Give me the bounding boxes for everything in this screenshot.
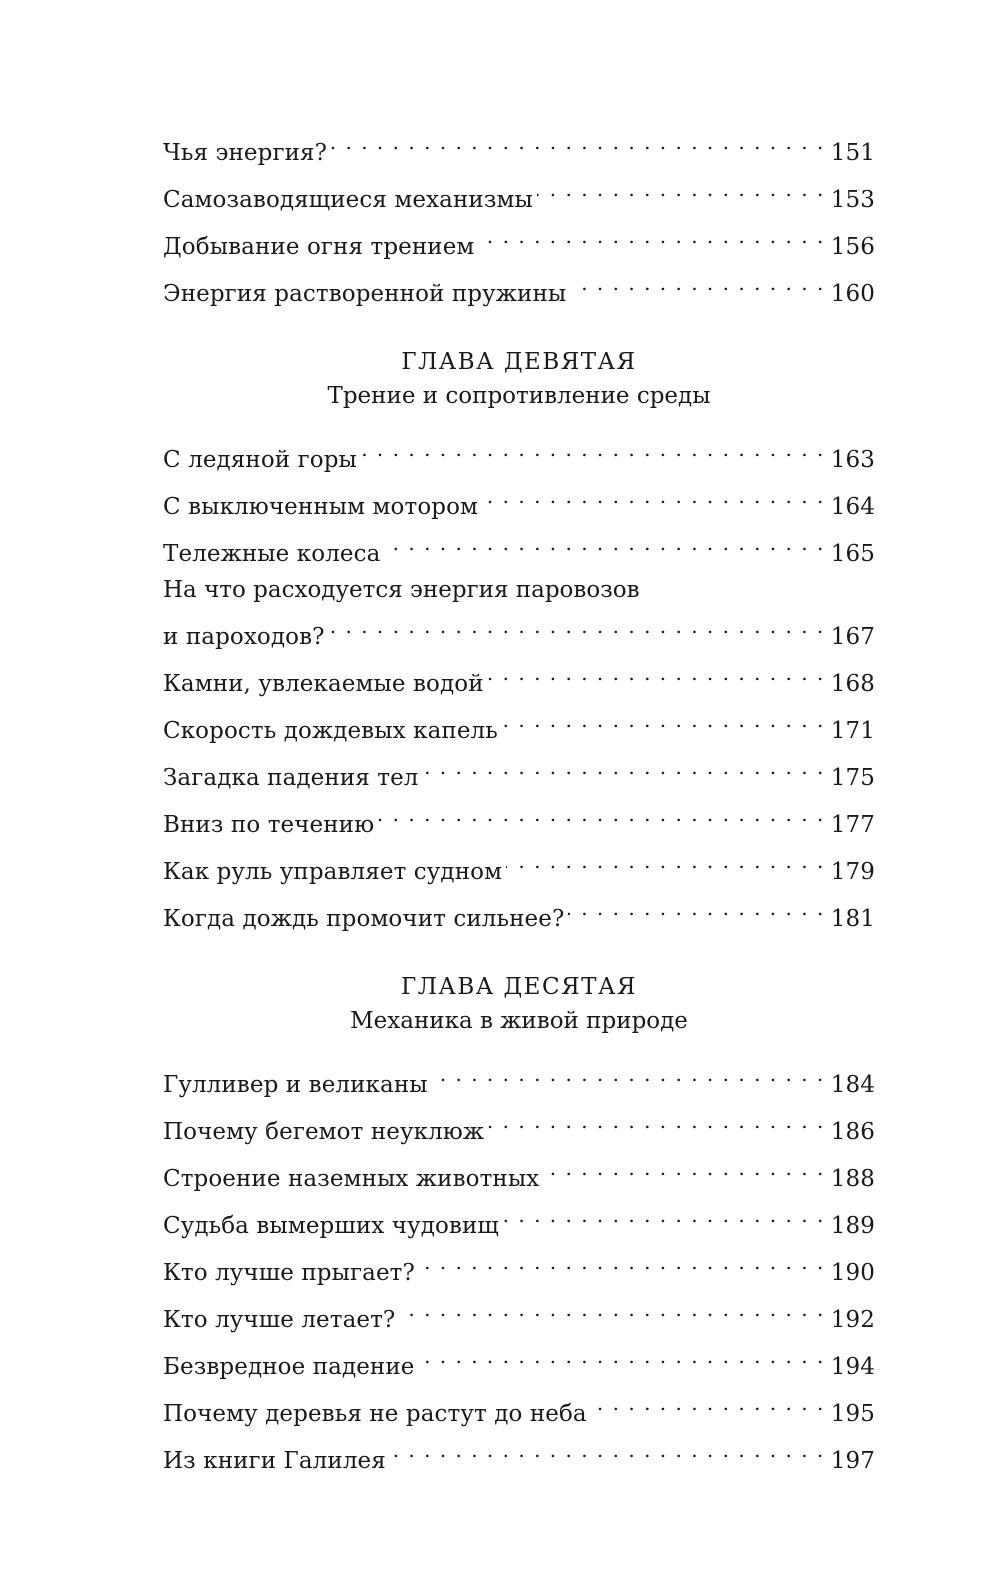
toc-entry-page: 175 [830,765,875,791]
toc-entry [163,1197,875,1244]
dot-leader [399,1291,824,1327]
toc-entry-page: 181 [830,906,875,932]
dot-leader [506,843,825,879]
toc-entry-title: Судьба вымерших чудовищ [163,1213,499,1239]
dot-leader [502,702,825,738]
toc-entry-page: 160 [830,281,875,307]
toc-entry-title: Строение наземных животных [163,1166,540,1192]
toc-entry [163,431,875,478]
chapter-label: ГЛАВА ДЕВЯТАЯ [401,349,637,375]
toc-entry-title: Вниз по течению [163,812,375,838]
dot-leader [482,478,825,514]
toc-entry-title: Когда дождь промочит сильнее? [163,906,565,932]
toc-entry [163,655,875,702]
toc-entry [163,843,875,890]
toc-entry-title: Скорость дождевых капель [163,718,498,744]
chapter-heading-10 [163,970,875,1038]
toc-entry-title: С ледяной горы [163,447,357,473]
toc-entry-title: Безвредное падение [163,1354,415,1380]
toc-entry-page: 188 [830,1166,875,1192]
toc-entry-title: Как руль управляет судном [163,859,503,885]
toc-entry-title: Тележные колеса [163,541,381,567]
dot-leader [419,1244,825,1280]
toc-entry-title: Почему деревья не растут до неба [163,1401,587,1427]
toc-entry [163,608,875,655]
toc-entry [163,796,875,843]
toc-section-chapter-9 [163,431,875,937]
toc-entry-page: 165 [830,541,875,567]
toc-entry-page: 171 [830,718,875,744]
toc-entry [163,525,875,572]
toc-section-continuation [163,124,875,312]
toc-entry-page: 156 [830,234,875,260]
toc-entry-multiline [163,572,875,655]
toc-entry-page: 194 [830,1354,875,1380]
toc-entry [163,265,875,312]
toc-entry-title: С выключенным мотором [163,494,479,520]
toc-entry [163,749,875,796]
toc-entry-title: Чья энергия? [163,140,328,166]
dot-leader [384,525,824,561]
toc-entry [163,478,875,525]
chapter-title: Трение и сопротивление среды [327,383,711,409]
toc-entry-page: 192 [830,1307,875,1333]
toc-entry [163,890,875,937]
dot-leader [543,1150,824,1186]
toc-entry [163,124,875,171]
toc-entry [163,1244,875,1291]
dot-leader [378,796,825,832]
dot-leader [503,1197,825,1233]
toc-entry-page: 168 [830,671,875,697]
toc-entry [163,1432,875,1479]
toc-entry-title: Добывание огня трением [163,234,475,260]
toc-entry-page: 186 [830,1119,875,1145]
toc-entry-title: Загадка падения тел [163,765,419,791]
toc-entry [163,1385,875,1432]
toc-entry [163,218,875,265]
toc-entry-page: 184 [830,1072,875,1098]
toc-entry-page: 164 [830,494,875,520]
dot-leader [390,1432,825,1468]
toc-entry-title: Из книги Галилея [163,1448,386,1474]
dot-leader [361,431,825,467]
dot-leader [488,1103,825,1139]
toc-entry [163,1103,875,1150]
toc-entry-page: 167 [830,624,875,650]
toc-entry-title: и пароходов? [163,624,325,650]
toc-entry-page: 177 [830,812,875,838]
dot-leader [537,171,825,207]
toc-entry-title: Кто лучше прыгает? [163,1260,415,1286]
chapter-heading-9 [163,345,875,413]
dot-leader [488,655,825,691]
toc-entry-page: 189 [830,1213,875,1239]
table-of-contents [163,124,875,1479]
toc-entry-title: Самозаводящиеся механизмы [163,187,533,213]
toc-entry [163,1338,875,1385]
toc-entry-title-line1: На что расходуется энергия паровозов [163,577,640,603]
toc-entry-page: 153 [830,187,875,213]
dot-leader [419,1338,825,1374]
toc-entry-title: Кто лучше летает? [163,1307,396,1333]
toc-entry [163,702,875,749]
toc-entry [163,1150,875,1197]
dot-leader [331,124,825,160]
dot-leader [423,749,825,785]
toc-entry-title: Камни, увлекаемые водой [163,671,484,697]
toc-entry [163,171,875,218]
dot-leader [570,265,825,301]
dot-leader [478,218,824,254]
dot-leader [591,1385,825,1421]
toc-entry-title: Энергия растворенной пружины [163,281,567,307]
toc-entry-page: 179 [830,859,875,885]
chapter-label: ГЛАВА ДЕСЯТАЯ [401,974,637,1000]
dot-leader [329,608,825,644]
toc-entry-page: 151 [830,140,875,166]
toc-entry-page: 195 [830,1401,875,1427]
toc-entry-page: 163 [830,447,875,473]
toc-entry-page: 190 [830,1260,875,1286]
toc-entry-page: 197 [830,1448,875,1474]
toc-entry [163,1291,875,1338]
chapter-title: Механика в живой природе [350,1008,688,1034]
toc-entry-title: Гулливер и великаны [163,1072,428,1098]
dot-leader [568,890,824,926]
toc-section-chapter-10 [163,1056,875,1479]
dot-leader [432,1056,825,1092]
toc-entry [163,1056,875,1103]
toc-entry-title: Почему бегемот неуклюж [163,1119,485,1145]
